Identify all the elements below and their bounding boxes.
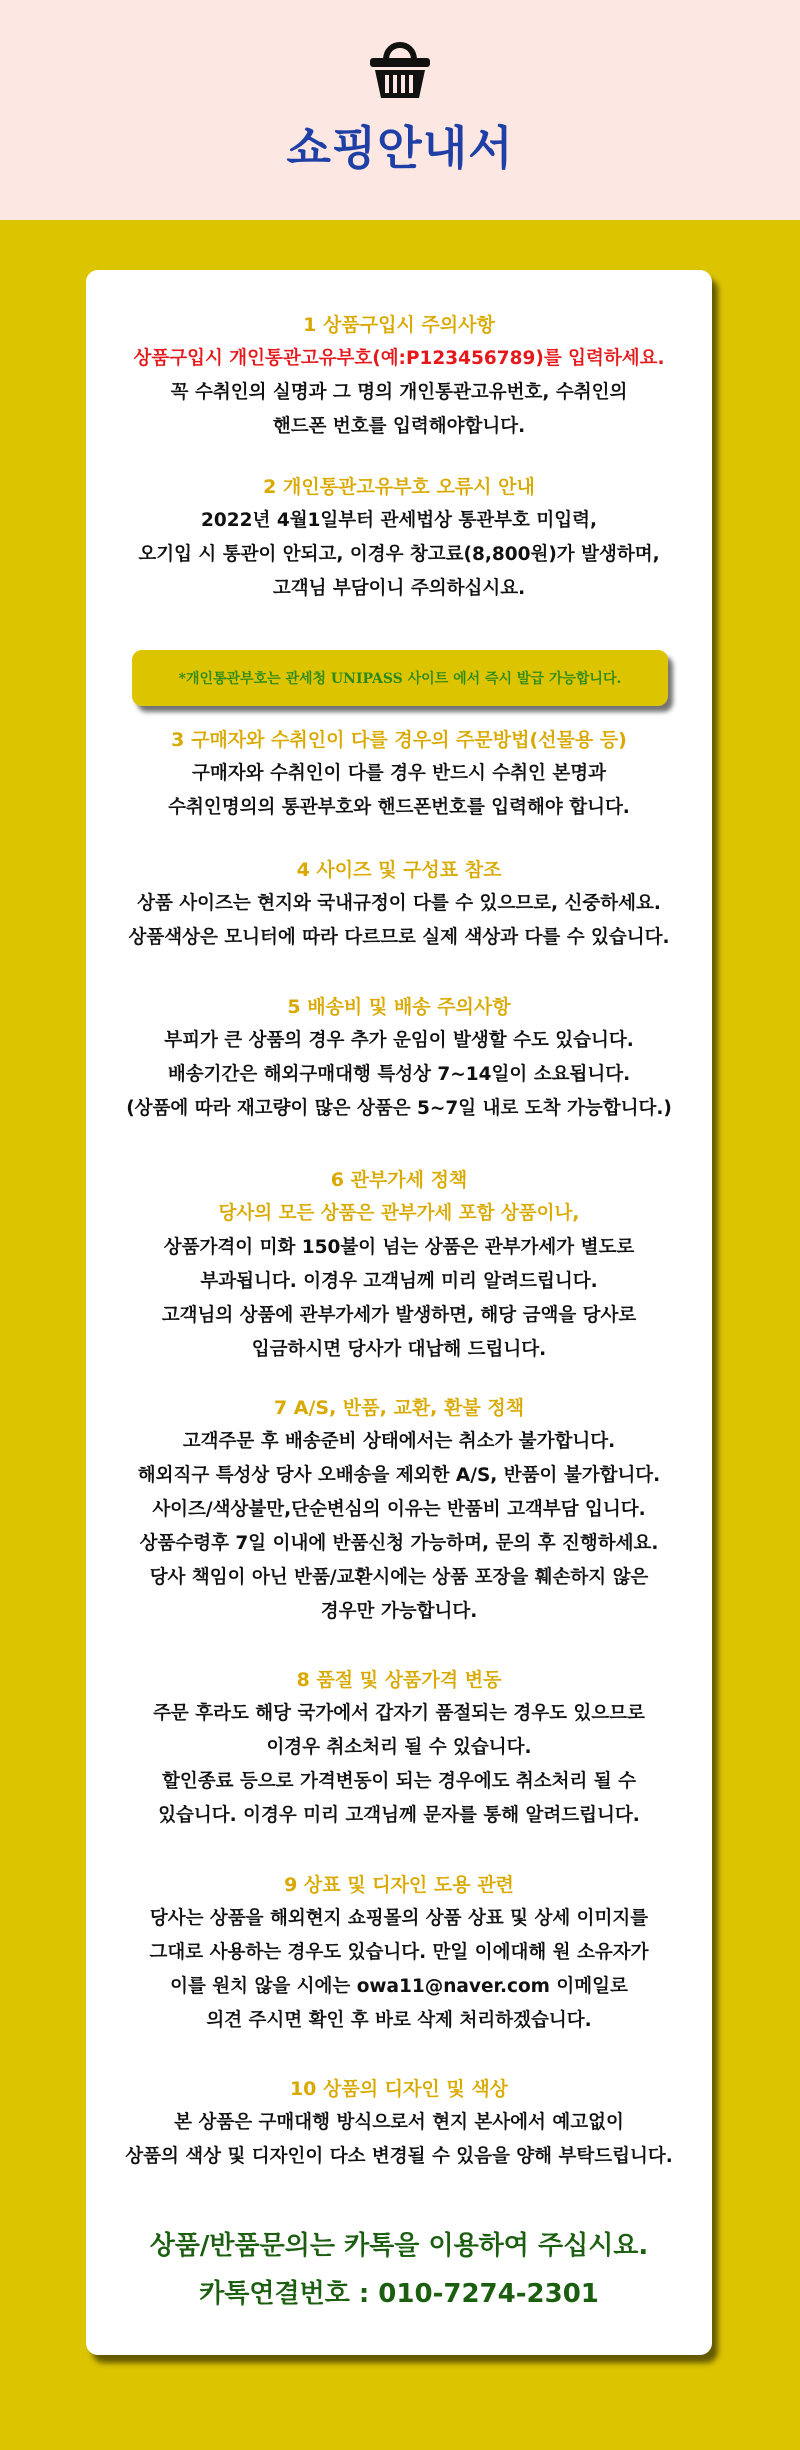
section-heading: 7 A/S, 반품, 교환, 환불 정책: [273, 1397, 525, 1419]
section-trademark: [86, 1868, 712, 2038]
section-line: 이를 원치 않을 시에는 owa11@naver.com 이메일로: [170, 1976, 628, 1997]
section-recipient-differs: [86, 723, 712, 825]
section-heading: 1 상품구입시 주의사항: [303, 314, 495, 336]
section-line: 상품구입시 개인통관고유부호(예:P123456789)를 입력하세요.: [133, 348, 665, 369]
section-line: 고객님 부담이니 주의하십시요.: [272, 578, 526, 599]
section-line: 배송기간은 해외구매대행 특성상 7~14일이 소요됩니다.: [167, 1064, 631, 1085]
section-line: 있습니다. 이경우 미리 고객님께 문자를 통해 알려드립니다.: [158, 1805, 640, 1826]
section-line: 주문 후라도 해당 국가에서 갑자기 품절되는 경우도 있으므로: [153, 1703, 645, 1724]
section-return-policy: [86, 1391, 712, 1629]
section-line: 본 상품은 구매대행 방식으로서 현지 본사에서 예고없이: [174, 2112, 624, 2133]
section-line: 상품수령후 7일 이내에 반품신청 가능하며, 문의 후 진행하세요.: [139, 1533, 659, 1554]
section-line: 입금하시면 당사가 대납해 드립니다.: [251, 1339, 547, 1360]
section-line: 그대로 사용하는 경우도 있습니다. 만일 이에대해 원 소유자가: [149, 1942, 649, 1963]
section-heading: 8 품절 및 상품가격 변동: [296, 1669, 502, 1691]
section-line: 경우만 가능합니다.: [320, 1601, 478, 1622]
section-line: 오기입 시 통관이 안되고, 이경우 창고료(8,800원)가 발생하며,: [138, 544, 660, 565]
section-line: 상품의 색상 및 디자인이 다소 변경될 수 있음을 양해 부탁드립니다.: [125, 2146, 673, 2167]
section-line: 상품가격이 미화 150불이 넘는 상품은 관부가세가 별도로: [163, 1237, 635, 1258]
section-line: 의견 주시면 확인 후 바로 삭제 처리하겠습니다.: [206, 2010, 592, 2031]
section-heading: 3 구매자와 수취인이 다를 경우의 주문방법(선물용 등): [171, 729, 627, 751]
section-purchase-caution: [86, 308, 712, 444]
section-heading: 9 상표 및 디자인 도용 관련: [284, 1874, 514, 1896]
section-line: 부과됩니다. 이경우 고객님께 미리 알려드립니다.: [200, 1271, 598, 1292]
section-line: 수취인명의의 통관부호와 핸드폰번호를 입력해야 합니다.: [168, 797, 630, 818]
section-customs-code-error: [86, 470, 712, 606]
section-line: 고객주문 후 배송준비 상태에서는 취소가 불가합니다.: [182, 1431, 616, 1452]
section-soldout-price: [86, 1663, 712, 1833]
section-line: 이경우 취소처리 될 수 있습니다.: [266, 1737, 532, 1758]
section-heading: 10 상품의 디자인 및 색상: [289, 2078, 509, 2100]
section-line: 당사 책임이 아닌 반품/교환시에는 상품 포장을 훼손하지 않은: [149, 1567, 649, 1588]
section-heading: 6 관부가세 정책: [330, 1169, 468, 1191]
section-heading: 5 배송비 및 배송 주의사항: [287, 996, 511, 1018]
section-customs-tax: [86, 1163, 712, 1367]
section-line: 고객님의 상품에 관부가세가 발생하면, 해당 금액을 당사로: [161, 1305, 637, 1326]
section-line: 꼭 수취인의 실명과 그 명의 개인통관고유번호, 수취인의: [170, 382, 628, 403]
contact-inquiry-text: 상품/반품문의는 카톡을 이용하여 주십시요.: [149, 2231, 649, 2261]
page-title: 쇼핑안내서: [286, 121, 514, 175]
section-line: 해외직구 특성상 당사 오배송을 제외한 A/S, 반품이 불가합니다.: [137, 1465, 661, 1486]
section-shipping: [86, 990, 712, 1126]
section-design-color: [86, 2072, 712, 2174]
info-card: [86, 270, 712, 2355]
section-line: 상품 사이즈는 현지와 국내규정이 다를 수 있으므로, 신중하세요.: [137, 893, 661, 914]
section-line: 상품색상은 모니터에 따라 다르므로 실제 색상과 다를 수 있습니다.: [128, 927, 670, 948]
header-banner: [0, 0, 800, 220]
shopping-basket-icon: [368, 32, 432, 100]
section-heading: 2 개인통관고유부호 오류시 안내: [263, 476, 535, 498]
kakao-contact-number: 카톡연결번호 : 010-7274-2301: [199, 2279, 599, 2309]
section-line: (상품에 따라 재고량이 많은 상품은 5~7일 내로 도착 가능합니다.): [126, 1098, 672, 1119]
section-line: 당사는 상품을 해외현지 쇼핑몰의 상품 상표 및 상세 이미지를: [149, 1908, 649, 1929]
unipass-notice: *개인통관부호는 관세청 UNIPASS 사이트 에서 즉시 발급 가능합니다.: [132, 650, 668, 706]
section-size-chart: [86, 853, 712, 955]
section-line: 할인종료 등으로 가격변동이 되는 경우에도 취소처리 될 수: [162, 1771, 636, 1792]
section-line: 2022년 4월1일부터 관세법상 통관부호 미입력,: [201, 510, 597, 531]
section-line: 부피가 큰 상품의 경우 추가 운임이 발생할 수도 있습니다.: [164, 1030, 634, 1051]
section-heading: 4 사이즈 및 구성표 참조: [296, 859, 502, 881]
section-line: 핸드폰 번호를 입력해야합니다.: [272, 416, 526, 437]
section-line: 사이즈/색상불만,단순변심의 이유는 반품비 고객부담 입니다.: [152, 1499, 646, 1520]
section-line: 당사의 모든 상품은 관부가세 포함 상품이나,: [218, 1203, 580, 1224]
section-line: 구매자와 수취인이 다를 경우 반드시 수취인 본명과: [192, 763, 606, 784]
